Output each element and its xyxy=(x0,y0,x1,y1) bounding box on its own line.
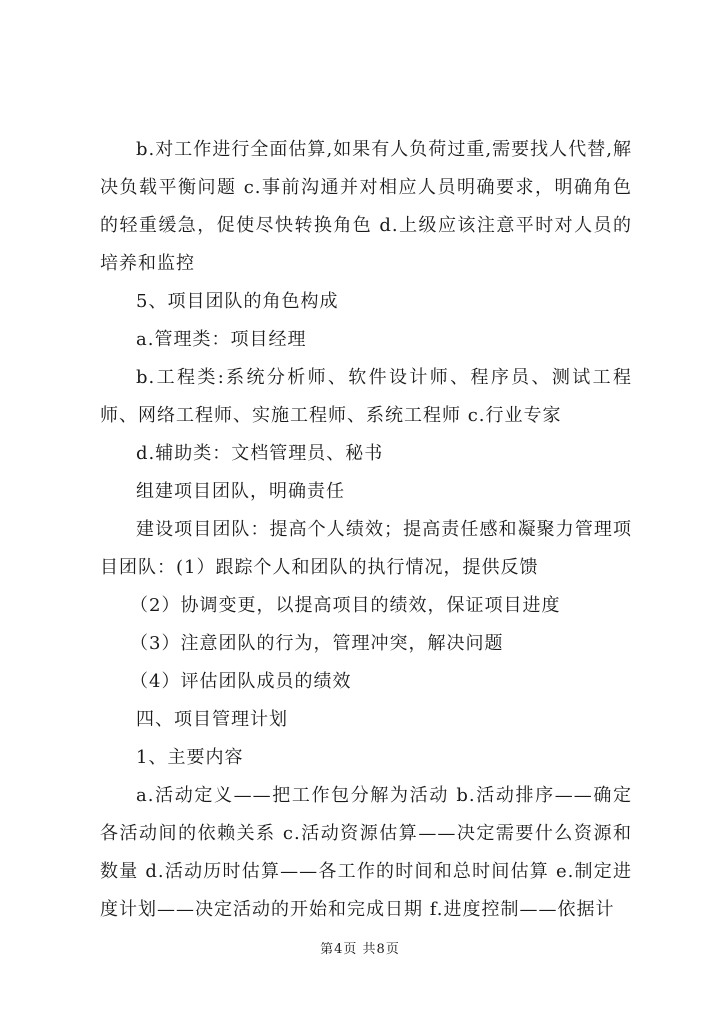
paragraph-form-team: 组建项目团队，明确责任 xyxy=(136,481,345,502)
page-footer: 第4页 共8页 xyxy=(320,942,400,957)
paragraph-build-team: 建设项目团队：提高个人绩效；提高责任感和凝聚力管理项目团队：(1）跟踪个人和团队的执行情况，提供反馈 xyxy=(100,519,632,578)
list-item-evaluate-performance: （4）评估团队成员的绩效 xyxy=(130,671,352,692)
paragraph-activity-definition: a.活动定义——把工作包分解为活动 b.活动排序——确定各活动间的依赖关系 c.活动资源估算——决定需要什么资源和数量 d.活动历时估算——各工作的时间和总时间估算 e.制定进度计划——决定活动的开始和完成日期 f.进度控制——依据计 xyxy=(100,785,632,920)
list-item-team-behavior: （3）注意团队的行为，管理冲突，解决问题 xyxy=(130,633,504,654)
heading-main-content: 1、主要内容 xyxy=(136,747,244,768)
heading-project-plan: 四、项目管理计划 xyxy=(136,709,288,730)
list-item-coordinate-change: （2）协调变更，以提高项目的绩效，保证项目进度 xyxy=(130,595,561,616)
heading-team-roles: 5、项目团队的角色构成 xyxy=(136,291,339,312)
paragraph-support-roles: d.辅助类：文档管理员、秘书 xyxy=(136,443,384,464)
paragraph-workload: b.对工作进行全面估算,如果有人负荷过重,需要找人代替,解决负载平衡问题 c.事前沟通并对相应人员明确要求，明确角色的轻重缓急，促使尽快转换角色 d.上级应该注意平时对人员的培养和监控 xyxy=(100,139,632,274)
paragraph-engineering-roles: b.工程类:系统分析师、软件设计师、程序员、测试工程师、网络工程师、实施工程师、系统工程师 c.行业专家 xyxy=(100,367,632,426)
paragraph-management-roles: a.管理类：项目经理 xyxy=(136,329,307,350)
